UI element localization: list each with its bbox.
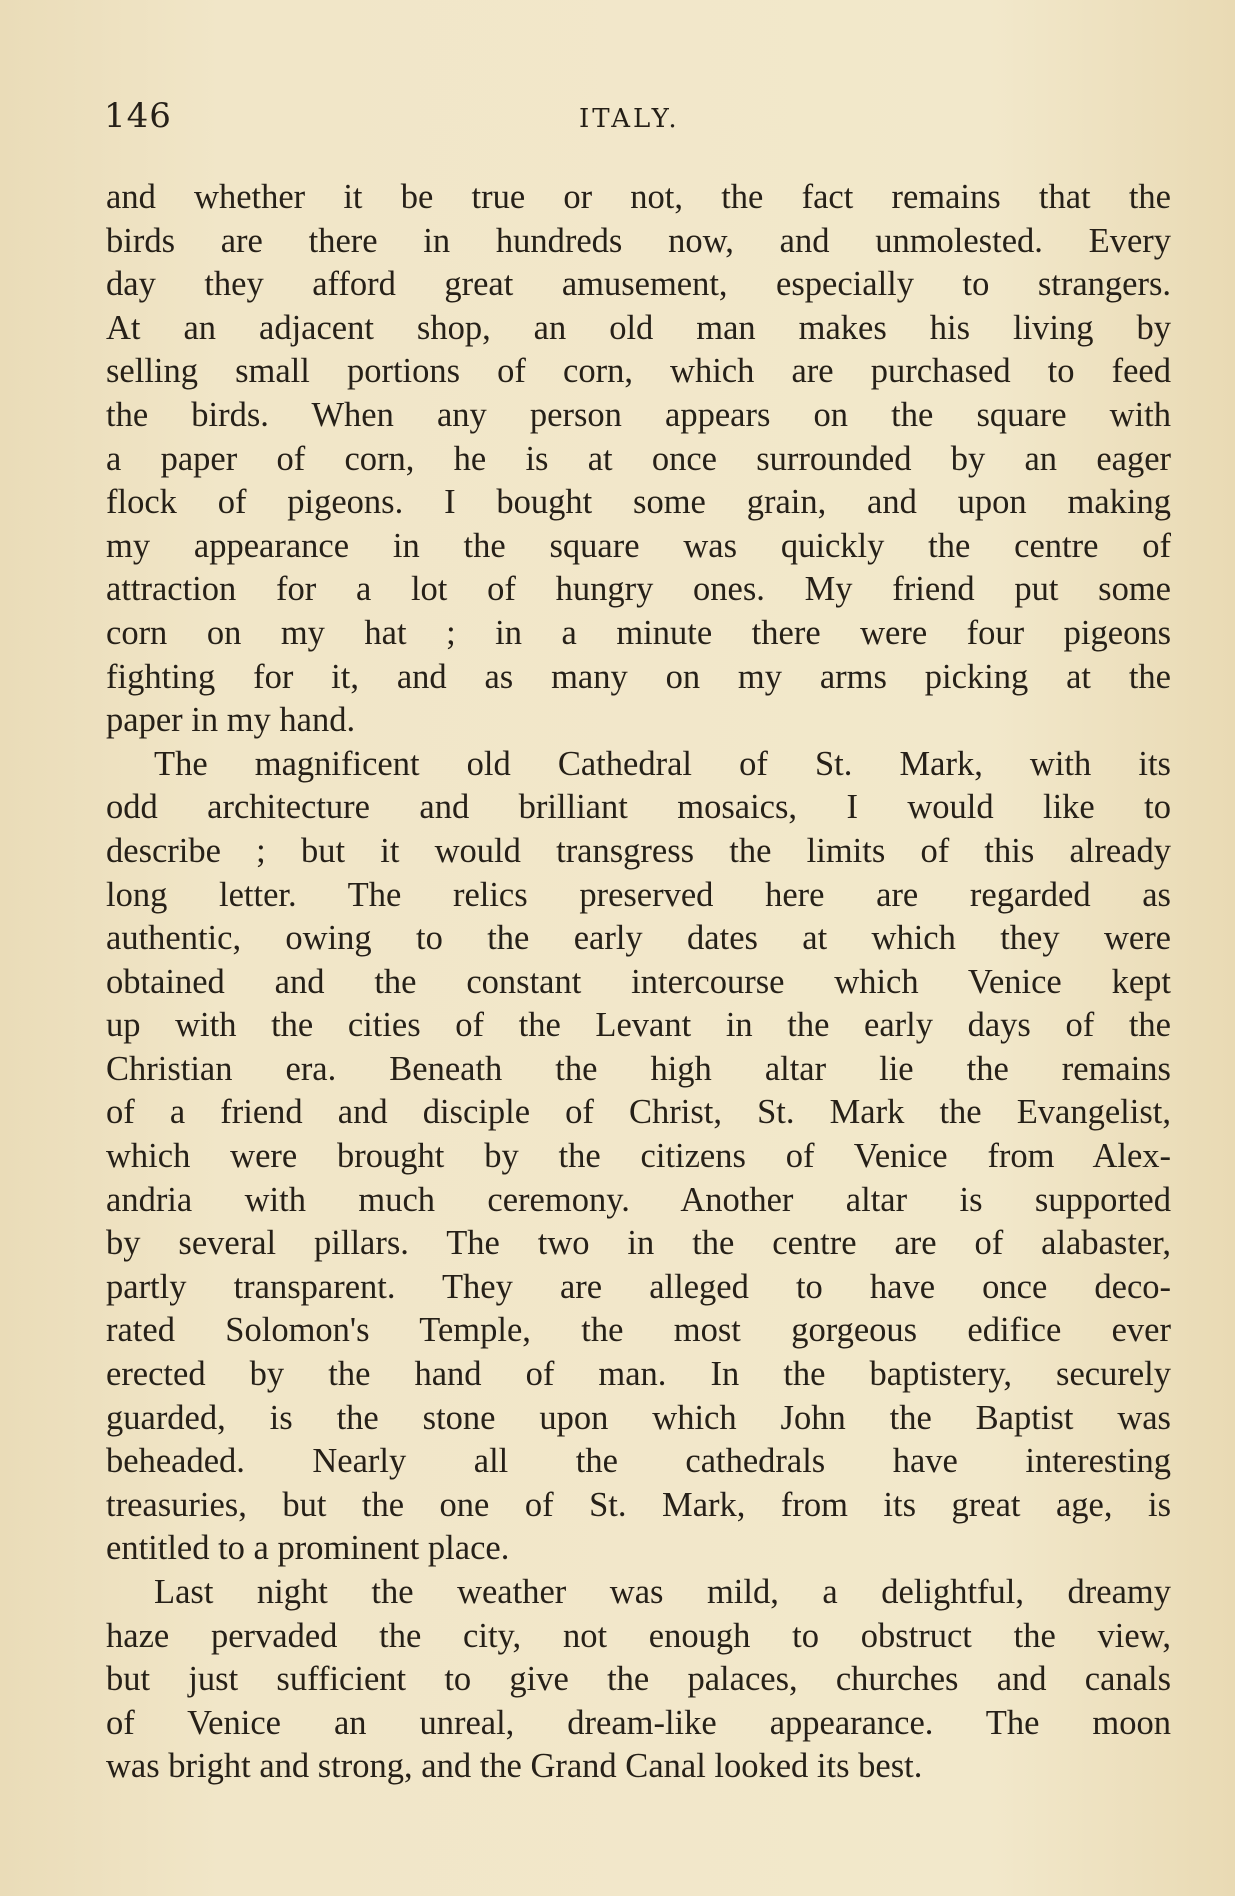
text-line: erected by the hand of man. In the baptistery, securely [106, 1355, 1171, 1394]
text-line: haze pervaded the city, not enough to obstruct the view, [106, 1616, 1171, 1655]
text-line: entitled to a prominent place. [106, 1529, 510, 1568]
text-line: flock of pigeons. I bought some grain, and upon making [106, 483, 1171, 522]
text-line: and whether it be true or not, the fact remains that the [106, 178, 1171, 216]
text-line: a paper of corn, he is at once surrounded by an eager [106, 439, 1171, 478]
text-line: but just sufficient to give the palaces, churches and canals [106, 1660, 1171, 1699]
text-line: odd architecture and brilliant mosaics, I would like to [106, 788, 1171, 827]
text-line: by several pillars. The two in the centre are of alabaster, [106, 1224, 1171, 1263]
text-line: andria with much ceremony. Another altar is supported [106, 1180, 1171, 1219]
text-line: long letter. The relics preserved here are regarded as [106, 875, 1171, 914]
text-line: describe ; but it would transgress the limits of this already [106, 831, 1171, 870]
text-line: the birds. When any person appears on the square with [106, 395, 1171, 434]
text-line: beheaded. Nearly all the cathedrals have interesting [106, 1442, 1171, 1481]
text-line: of Venice an unreal, dream-like appearance. The moon [106, 1703, 1171, 1742]
paragraph [106, 1571, 1171, 1789]
text-line: of a friend and disciple of Christ, St. Mark the Evangelist, [106, 1093, 1171, 1132]
text-line: paper in my hand. [106, 701, 356, 740]
text-line: attraction for a lot of hungry ones. My friend put some [106, 570, 1171, 609]
paragraph [106, 743, 1171, 1571]
page-header [104, 96, 1184, 140]
text-line: birds are there in hundreds now, and unmolested. Every [106, 221, 1171, 260]
text-line: up with the cities of the Levant in the early days of the [106, 1006, 1171, 1045]
text-line: corn on my hat ; in a minute there were four pigeons [106, 613, 1171, 652]
text-line: guarded, is the stone upon which John the Baptist was [106, 1398, 1171, 1437]
page-number: 146 [104, 96, 172, 136]
text-line: rated Solomon's Temple, the most gorgeous edifice ever [106, 1311, 1171, 1350]
text-line: treasuries, but the one of St. Mark, from its great age, is [106, 1485, 1171, 1524]
text-line: obtained and the constant intercourse which Venice kept [106, 962, 1171, 1001]
paragraph [106, 176, 1171, 743]
text-line: selling small portions of corn, which are purchased to feed [106, 352, 1171, 391]
text-line: my appearance in the square was quickly the centre of [106, 526, 1171, 565]
text-line: Last night the weather was mild, a delightful, dreamy [154, 1573, 1171, 1611]
running-head: ITALY. [579, 104, 680, 134]
text-line: The magnificent old Cathedral of St. Mark, with its [154, 744, 1171, 783]
text-line: which were brought by the citizens of Venice from Alex- [106, 1137, 1171, 1176]
text-line: Christian era. Beneath the high altar lie the remains [106, 1049, 1171, 1088]
text-line: authentic, owing to the early dates at which they were [106, 919, 1171, 958]
text-line: partly transparent. They are alleged to have once deco- [106, 1267, 1171, 1306]
text-line: day they afford great amusement, especially to strangers. [106, 265, 1171, 304]
text-line: fighting for it, and as many on my arms picking at the [106, 657, 1171, 696]
text-line: At an adjacent shop, an old man makes his living by [106, 308, 1171, 347]
body-text [106, 176, 1171, 1789]
text-line: was bright and strong, and the Grand Canal looked its best. [106, 1747, 923, 1786]
